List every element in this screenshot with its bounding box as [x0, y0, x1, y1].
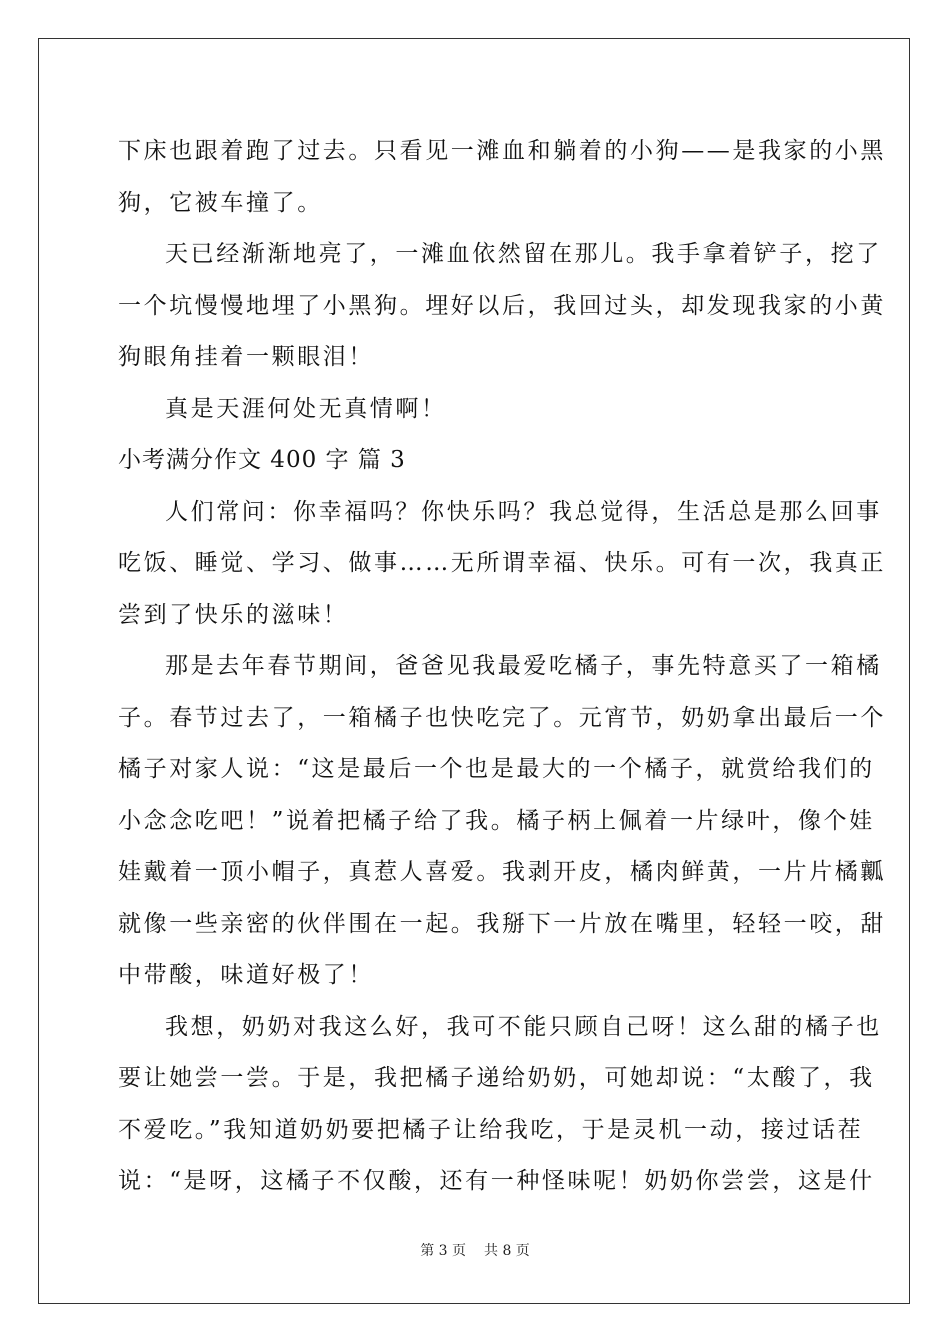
text-line: 一个坑慢慢地埋了小黑狗。埋好以后，我回过头，却发现我家的小黄 — [118, 292, 886, 319]
text-line: 子。春节过去了，一箱橘子也快吃完了。元宵节，奶奶拿出最后一个 — [118, 704, 886, 731]
text-line: 尝到了快乐的滋味！ — [118, 601, 349, 628]
paragraph-start-line: 我想，奶奶对我这么好，我可不能只顾自己呀！这么甜的橘子也 — [165, 1013, 882, 1040]
paragraph-start-line: 那是去年春节期间，爸爸见我最爱吃橘子，事先特意买了一箱橘 — [165, 653, 882, 679]
text-line: 吃饭、睡觉、学习、做事……无所谓幸福、快乐。可有一次，我真正 — [118, 550, 886, 576]
paragraph-start-line: 天已经渐渐地亮了，一滩血依然留在那儿。我手拿着铲子，挖了 — [165, 241, 882, 267]
page-number: 第 3 页 — [420, 1243, 466, 1259]
paragraph-start-line: 人们常问：你幸福吗？你快乐吗？我总觉得，生活总是那么回事 — [165, 498, 882, 525]
text-line: 说：“是呀，这橘子不仅酸，还有一种怪味呢！奶奶你尝尝，这是什 — [118, 1168, 875, 1194]
text-line: 要让她尝一尝。于是，我把橘子递给奶奶，可她却说：“太酸了，我 — [118, 1065, 875, 1091]
page-footer — [0, 1240, 950, 1260]
paragraph-start-line: 真是天涯何处无真情啊！ — [165, 395, 447, 422]
text-line: 小念念吃吧！”说着把橘子给了我。橘子柄上佩着一片绿叶，像个娃 — [118, 807, 875, 834]
section-heading: 小考满分作文 400 字 篇 3 — [118, 447, 406, 473]
text-line: 不爱吃。”我知道奶奶要把橘子让给我吃，于是灵机一动，接过话茬 — [118, 1116, 864, 1143]
text-line: 娃戴着一顶小帽子，真惹人喜爱。我剥开皮，橘肉鲜黄，一片片橘瓤 — [118, 859, 886, 885]
text-line: 就像一些亲密的伙伴围在一起。我掰下一片放在嘴里，轻轻一咬，甜 — [118, 910, 886, 937]
text-line: 狗眼角挂着一颗眼泪！ — [118, 344, 374, 370]
document-body — [118, 126, 886, 1208]
text-line: 下床也跟着跑了过去。只看见一滩血和躺着的小狗——是我家的小黑 — [118, 138, 886, 164]
text-line: 橘子对家人说：“这是最后一个也是最大的一个橘子，就赏给我们的 — [118, 756, 875, 782]
page-total: 共 8 页 — [484, 1243, 530, 1259]
text-line: 狗，它被车撞了。 — [118, 189, 323, 216]
text-line: 中带酸，味道好极了！ — [118, 962, 374, 988]
